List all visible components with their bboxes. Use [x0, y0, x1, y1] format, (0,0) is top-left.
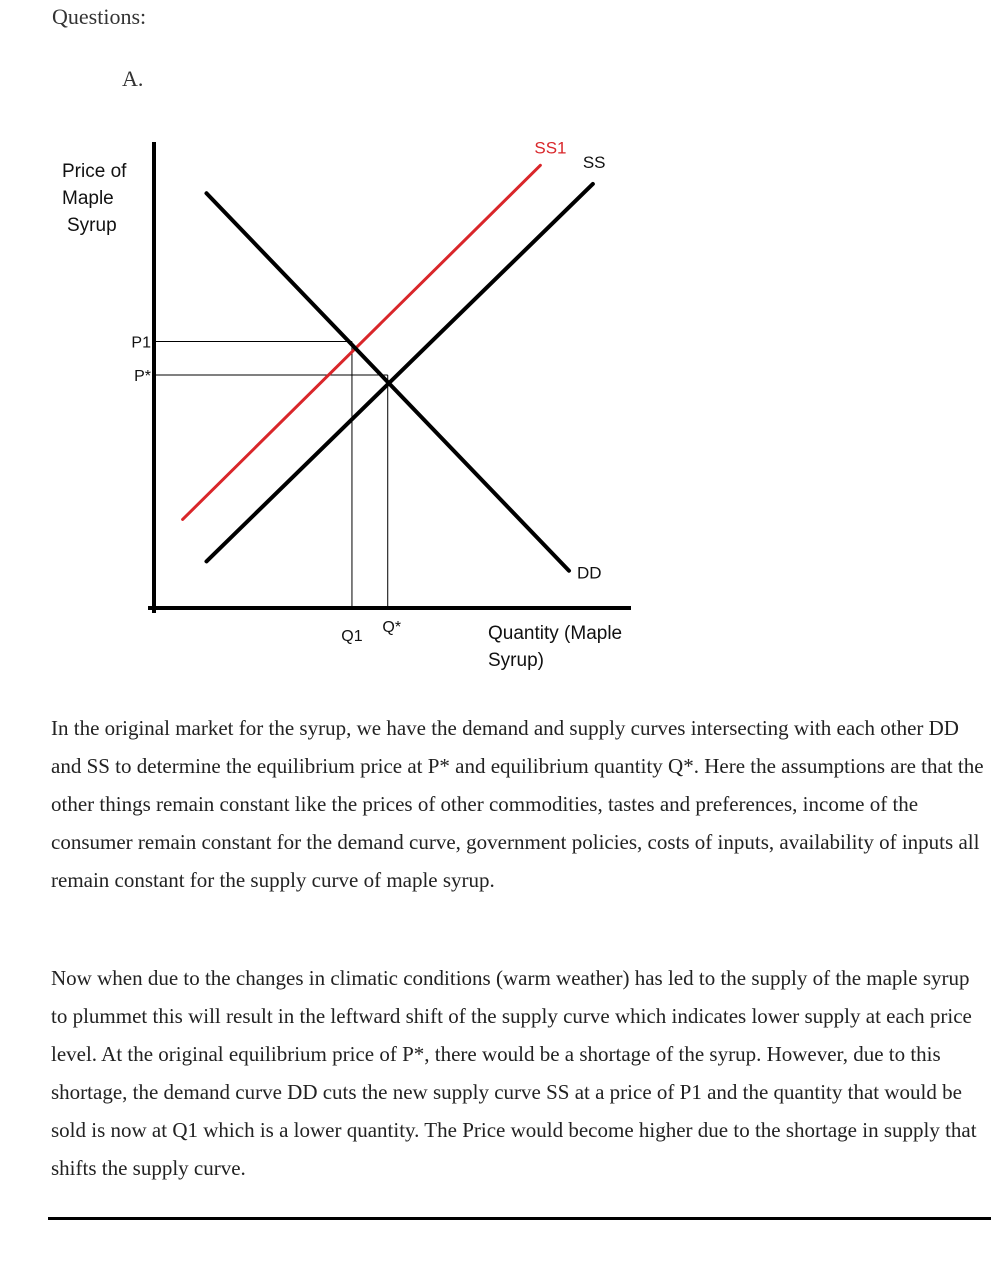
x-axis-label-line: Quantity (Maple — [488, 623, 623, 644]
ss1-curve-label: SS1 — [534, 138, 567, 158]
page-heading: Questions: — [52, 4, 147, 29]
x-tick-label-qstar: Q* — [382, 619, 402, 636]
paragraph-original-market: In the original market for the syrup, we have the demand and supply curves intersecting with each other DD and SS to determine the equilibrium price at P* and equilibrium quantity Q*. Here the assumptions are that the other things remain constant like the prices of other commodities, tastes and preferences, income of the consumer remain constant for the demand curve, government policies, costs of inputs, availability of inputs all remain constant for the supply curve of maple syrup. — [51, 716, 984, 892]
ss-curve-label: SS — [582, 152, 606, 172]
x-tick-label-q1: Q1 — [341, 628, 363, 645]
y-axis-label-line: Price of — [62, 161, 127, 182]
section-label: A. — [122, 66, 144, 91]
paragraph-supply-shift: Now when due to the changes in climatic conditions (warm weather) has led to the supply of the maple syrup to plummet this will result in the leftward shift of the supply curve which indicates lower supply at each price level. At the original equilibrium price of P*, there would be a shortage of the syrup. However, due to this shortage, the demand curve DD cuts the new supply curve SS at a price of P1 and the quantity that would be sold is now at Q1 which is a lower quantity. The Price would become higher due to the shortage in supply that shifts the supply curve. — [51, 966, 977, 1180]
x-axis-label-line: Syrup) — [488, 650, 544, 671]
ss1-supply-curve — [183, 165, 541, 519]
y-tick-label-p1: P1 — [131, 334, 151, 352]
y-tick-label-pstar: P* — [134, 368, 151, 385]
bottom-rule — [48, 1217, 991, 1220]
ss-supply-curve — [206, 184, 592, 561]
dd-curve-label: DD — [576, 563, 602, 583]
y-axis-label-line: Syrup — [67, 215, 117, 236]
y-axis-label-line: Maple — [62, 188, 114, 209]
